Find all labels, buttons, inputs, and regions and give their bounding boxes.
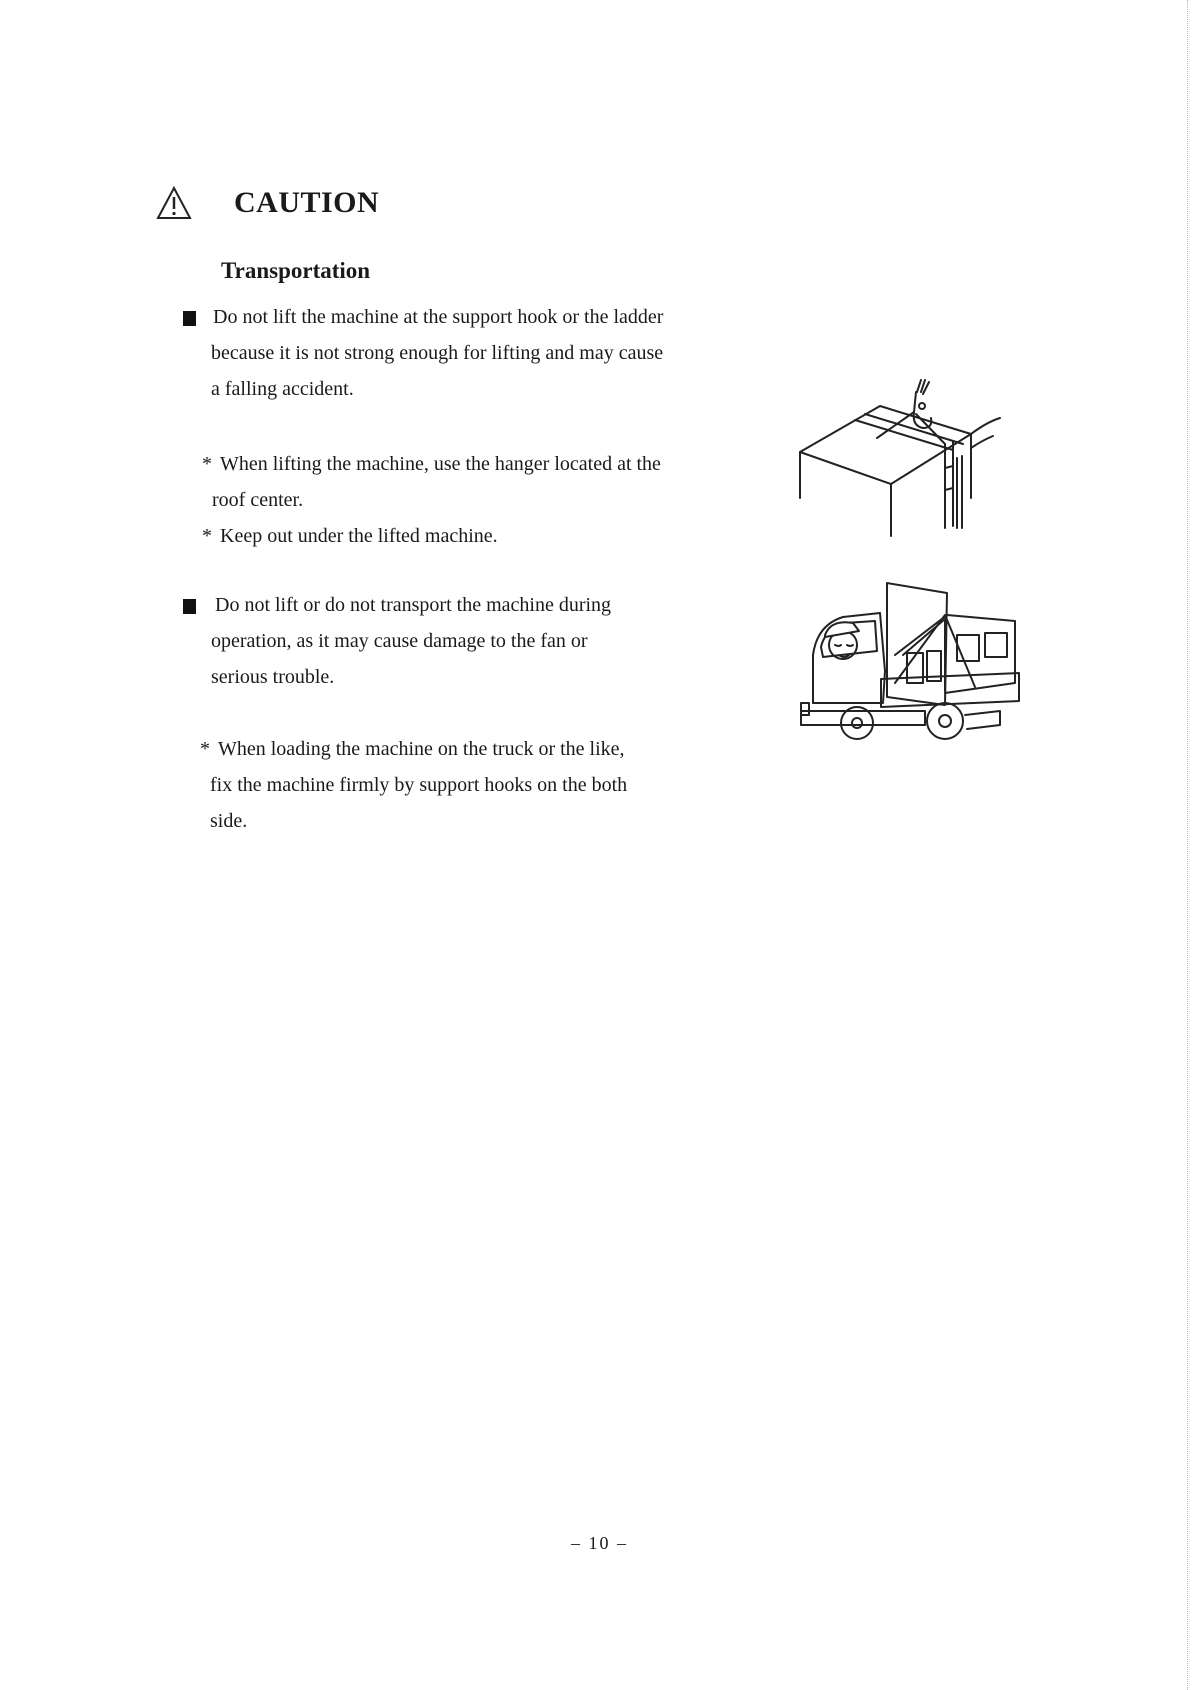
item2-line-2: operation, as it may cause damage to the fan or bbox=[211, 630, 588, 652]
page-number: – 10 – bbox=[571, 1533, 628, 1553]
note2-asterisk: * bbox=[202, 525, 212, 547]
note3-paragraph bbox=[218, 731, 625, 767]
note3-asterisk: * bbox=[200, 738, 210, 760]
bullet-square-icon bbox=[183, 311, 196, 326]
note1-continuation bbox=[212, 482, 303, 518]
item2-continuation bbox=[211, 623, 588, 695]
caution-title: CAUTION bbox=[234, 186, 380, 219]
item1-line-3: a falling accident. bbox=[211, 378, 354, 400]
note1-line-2: roof center. bbox=[212, 489, 304, 511]
crane-lifting-illustration bbox=[795, 378, 1005, 538]
note2-paragraph bbox=[220, 518, 498, 554]
note2-line-1: Keep out under the lifted machine. bbox=[220, 525, 498, 547]
item1-line-2: because it is not strong enough for lifting and may cause bbox=[211, 342, 664, 364]
item2-paragraph bbox=[215, 587, 611, 623]
item1-continuation bbox=[211, 335, 663, 407]
note3-line-1: When loading the machine on the truck or the like, bbox=[218, 738, 625, 760]
item1-paragraph bbox=[213, 299, 663, 335]
note3-continuation bbox=[210, 767, 627, 839]
note3-line-3: side. bbox=[210, 810, 248, 832]
note1-line-1: When lifting the machine, use the hanger located at the bbox=[220, 453, 661, 475]
item1-line-1: Do not lift the machine at the support hook or the ladder bbox=[213, 306, 664, 328]
note1-asterisk: * bbox=[202, 453, 212, 475]
note3-line-2: fix the machine firmly by support hooks on the both bbox=[210, 774, 628, 796]
item2-line-3: serious trouble. bbox=[211, 666, 335, 688]
item2-line-1: Do not lift or do not transport the machine during bbox=[215, 594, 612, 616]
truck-loading-illustration bbox=[795, 575, 1020, 745]
bullet-square-icon bbox=[183, 599, 196, 614]
caution-header bbox=[156, 178, 379, 228]
warning-triangle-icon bbox=[156, 186, 192, 220]
section-title: Transportation bbox=[221, 258, 371, 283]
note1-paragraph bbox=[220, 446, 661, 482]
scan-edge-line bbox=[1187, 0, 1189, 1690]
